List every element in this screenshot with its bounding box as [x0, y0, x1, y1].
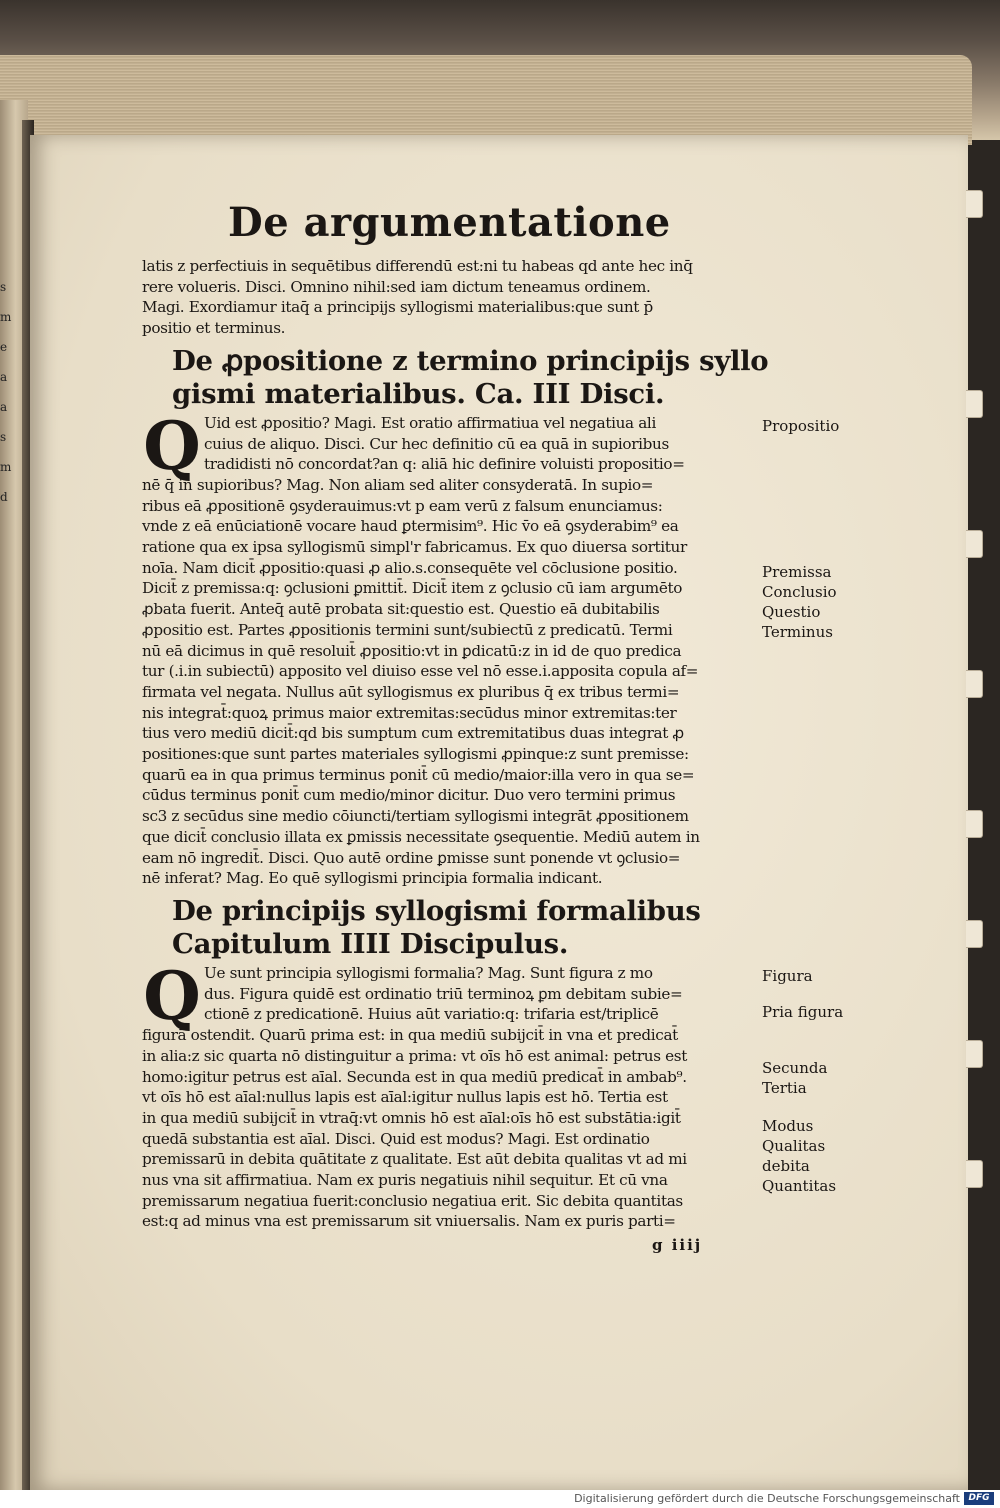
running-head: De argumentatione	[228, 199, 671, 246]
chapter-3-body	[142, 406, 742, 889]
dfg-logo: DFG	[964, 1492, 994, 1505]
text-line: tradidisti nō concordat?an q: aliā hic definire voluisti propositio=	[204, 455, 685, 474]
text-line: ribus eā ꝓpositionē ꝯsyderauimus:vt p eam verū z falsum enunciamus:	[142, 496, 663, 515]
margin-note: Terminus	[762, 623, 833, 641]
text-line: quedā substantia est aīal. Disci. Quid est modus? Magi. Est ordinatio	[142, 1129, 650, 1148]
chapter-title-line: De ꝓpositione z termino principijs syllo	[172, 344, 769, 377]
text-line: quarū ea in qua primus terminus ponit̄ cū medio/maior:illa vero in qua se=	[142, 765, 695, 784]
margin-note: Propositio	[762, 417, 840, 435]
credit-text: Digitalisierung gefördert durch die Deutsche Forschungsgemeinschaft	[574, 1492, 960, 1505]
text-line: premissarum negatiua fuerit:conclusio negatiua erit. Sic debita quantitas	[142, 1191, 683, 1210]
chapter-3-title	[172, 344, 769, 411]
text-line: vt oīs hō est aīal:nullus lapis est aīal:igitur nullus lapis est hō. Tertia est	[142, 1088, 668, 1107]
drop-cap: Q	[143, 956, 201, 1035]
page-tabs	[966, 150, 1000, 1490]
text-line: latis z perfectiuis in sequētibus differendū est:ni tu habeas qd ante hec inq̄	[142, 257, 693, 275]
page-tab	[966, 1040, 983, 1068]
text-line: cūdus terminus ponit̄ cum medio/minor dicitur. Duo vero termini primus	[142, 786, 676, 805]
margin-note: Conclusio	[762, 583, 837, 601]
fragment: s	[0, 280, 7, 294]
text-line: que dicit̄ conclusio illata ex ꝑmissis necessitate ꝯsequentie. Mediū autem in	[142, 827, 700, 846]
text-line: positiones:que sunt partes materiales syllogismi ꝓpinque:z sunt premisse:	[142, 745, 689, 764]
text-line: tur (.i.in subiectū) apposito vel diuiso esse vel nō esse.i.apposita copula af=	[142, 662, 699, 681]
margin-note: Tertia	[762, 1079, 807, 1097]
page-tab	[966, 920, 983, 948]
text-line: est:q ad minus vna est premissarum sit vniuersalis. Nam ex puris parti=	[142, 1212, 676, 1231]
text-line: ꝓpositio est. Partes ꝓpositionis termini sunt/subiectū z predicatū. Termi	[142, 620, 673, 639]
fragment: m	[0, 310, 12, 324]
text-line: nis integrat̄:quoꝝ primus maior extremitas:secūdus minor extremitas:ter	[142, 703, 677, 722]
margin-note: Quantitas	[762, 1177, 837, 1195]
page-stack-edges	[0, 55, 972, 145]
page-tab	[966, 390, 983, 418]
page-text-block	[142, 196, 769, 1255]
facing-page-fragments	[0, 280, 20, 520]
credit-bar	[0, 1490, 1000, 1508]
chapter-4-title	[172, 895, 742, 961]
fragment: e	[0, 340, 8, 354]
drop-cap: Q	[143, 406, 201, 485]
margin-note: Qualitas	[762, 1137, 826, 1155]
intro-paragraph	[142, 256, 742, 339]
page-tab	[966, 530, 983, 558]
text-line: in alia:z sic quarta nō distinguitur a prima: vt oīs hō est animal: petrus est	[142, 1046, 687, 1065]
chapter-title-line: gismi materialibus. Ca. III Disci.	[172, 377, 665, 410]
fragment: d	[0, 490, 8, 504]
page-tab	[966, 810, 983, 838]
fragment: a	[0, 400, 8, 414]
text-line: eam nō ingredit̄. Disci. Quo autē ordine ꝑmisse sunt ponende vt ꝯclusio=	[142, 848, 681, 867]
text-line: nus vna sit affirmatiua. Nam ex puris negatiuis nihil sequitur. Et cū vna	[142, 1171, 668, 1190]
margin-note: Modus	[762, 1117, 814, 1135]
text-line: figurā ostendit. Quarū prima est: in qua mediū subijcit̄ in vna et predicat̄	[142, 1026, 678, 1045]
fragment: s	[0, 430, 7, 444]
page-tab	[966, 1160, 983, 1188]
chapter-title-line: Capitulum IIII Discipulus.	[172, 927, 569, 960]
chapter-title-line: De principijs syllogismi formalibus	[172, 894, 701, 927]
margin-note: Secunda	[762, 1059, 828, 1077]
text-line: nē q̄ in supioribus? Mag. Non aliam sed aliter consyderatā. In supio=	[142, 475, 654, 494]
margin-note: Figura	[762, 967, 813, 985]
margin-note: Questio	[762, 603, 821, 621]
text-line: firmata vel negata. Nullus aūt syllogismus ex pluribus q̄ ex tribus termi=	[142, 682, 680, 701]
text-line: dus. Figura quidē est ordinatio triū terminoꝝ ꝑm debitam subie=	[204, 984, 683, 1003]
text-line: ratione qua ex ipsa syllogismū simpl'r fabricamus. Ex quo diuersa sortitur	[142, 538, 687, 557]
text-line: rere volueris. Disci. Omnino nihil:sed iam dictum teneamus ordinem.	[142, 277, 651, 296]
text-line: Uid est ꝓpositio? Magi. Est oratio affirmatiua vel negatiua ali	[204, 413, 656, 432]
text-line: Dicit̄ z premissa:q: ꝯclusioni ꝑmittit̄. Dicit̄ item z ꝯclusio cū iam argumēto	[142, 579, 683, 598]
text-line: Ue sunt principia syllogismi formalia? Mag. Sunt figura z mo	[204, 963, 653, 982]
text-line: homo:igitur petrus est aīal. Secunda est in qua mediū predicat̄ in ambab⁹.	[142, 1067, 687, 1086]
margin-note: Pria figura	[762, 1003, 844, 1021]
text-line: cuius de aliquo. Disci. Cur hec definitio cū ea quā in supioribus	[204, 434, 669, 453]
margin-note: debita	[762, 1157, 810, 1175]
text-line: Magi. Exordiamur itaq̄ a principijs syllogismi materialibus:que sunt p̄	[142, 298, 653, 317]
text-line: nū eā dicimus in quē resoluit̄ ꝓpositio:vt in ꝑdicatū:z in id de quo predica	[142, 641, 682, 660]
page-tab	[966, 670, 983, 698]
text-line: ꝓbata fuerit. Anteq̄ autē probata sit:questio est. Questio eā dubitabilis	[142, 600, 660, 619]
text-line: vnde z eā enūciationē vocare haud ꝑtermisim⁹. Hic v̄o eā ꝯsyderabim⁹ ea	[142, 517, 679, 536]
fragment: m	[0, 460, 12, 474]
signature-mark: g iiij	[652, 1236, 703, 1255]
page-tab	[966, 190, 983, 218]
text-line: tius vero mediū dicit̄:qd bis sumptum cum extremitatibus duas integrat ꝓ	[142, 724, 684, 743]
fragment: a	[0, 370, 8, 384]
text-line: noīa. Nam dicit̄ ꝓpositio:quasi ꝓ alio.s.consequēte vel cōclusione positio.	[142, 558, 678, 577]
text-line: sc3 z secūdus sine medio cōiuncti/tertiam syllogismi integrāt ꝓpositionem	[142, 807, 689, 826]
text-line: positio et terminus.	[142, 319, 286, 338]
margin-note: Premissa	[762, 563, 832, 581]
text-line: ctionē z predicationē. Huius aūt variatio:q: trifaria est/triplicē	[204, 1005, 659, 1024]
text-line: premissarū in debita quātitate z qualitate. Est aūt debita qualitas vt ad mi	[142, 1150, 687, 1169]
chapter-4-body	[142, 956, 742, 1232]
text-line: nē inferat? Mag. Eo quē syllogismi principia formalia indicant.	[142, 869, 603, 888]
text-line: in qua mediū subijcit̄ in vtraq̄:vt omnis hō est aīal:oīs hō est substātia:igit̄	[142, 1108, 681, 1127]
